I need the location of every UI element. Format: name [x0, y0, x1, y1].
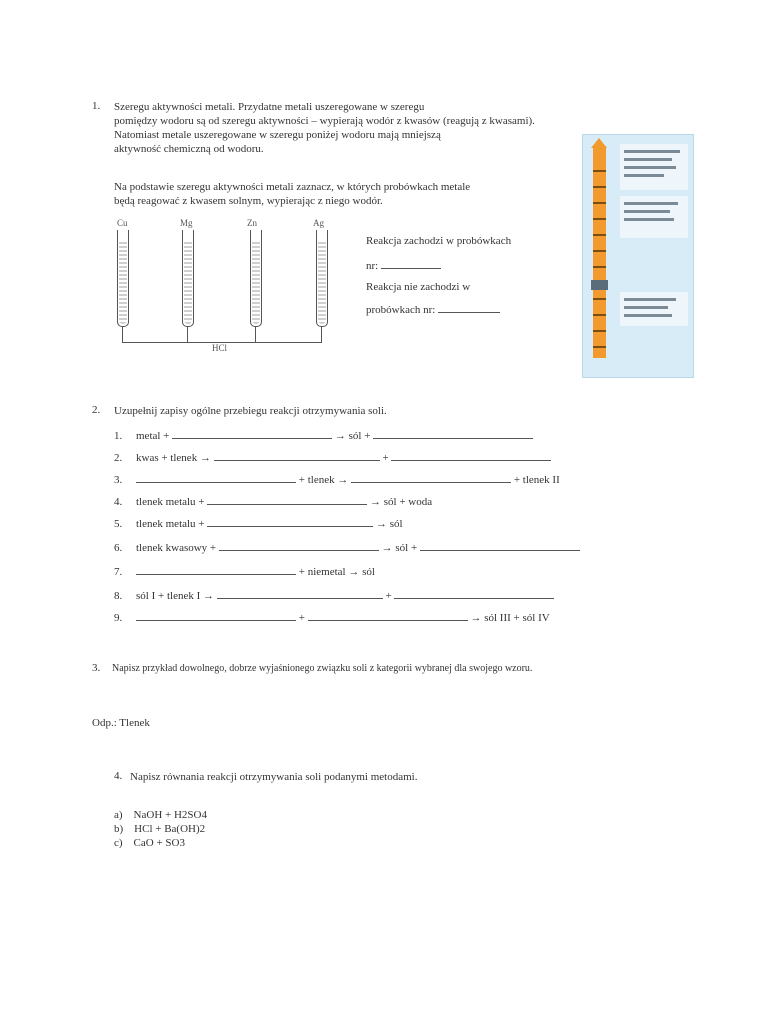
q1-answer-line-3: Reakcja nie zachodzi w: [366, 281, 471, 293]
q1-task-line-2: będą reagować z kwasem solnym, wypierając z niego wodór.: [114, 195, 383, 207]
q1-intro-line-1: Szeregu aktywności metali. Przydatne metali uszeregowane w szeregu: [114, 101, 425, 113]
q2-row-6: 6. tlenek kwasowy + → sól +: [114, 540, 580, 555]
acid-label: HCl: [212, 343, 228, 353]
q1-answer-line-2: nr:: [366, 260, 379, 272]
q2-row-4: 4. tlenek metalu + → sól + woda: [114, 496, 433, 508]
q4-number: 4.: [114, 770, 123, 782]
q1-answer-blank-1[interactable]: [381, 258, 441, 269]
q4-item-c: c) CaO + SO3: [114, 837, 185, 849]
q1-number: 1.: [92, 100, 101, 112]
q2-row-7: 7. + niemetal → sól: [114, 566, 375, 578]
q2-row-8: 8. sól I + tlenek I → +: [114, 588, 554, 603]
test-tube-3: [250, 230, 262, 327]
q1-task-line-1: Na podstawie szeregu aktywności metali zaznacz, w których probówkach metale: [114, 181, 471, 193]
tube-4-label: Ag: [313, 218, 324, 228]
q3-text: Napisz przykład dowolnego, dobrze wyjaśnionego związku soli z kategorii wybranej dla swojego wzoru.: [112, 663, 533, 674]
q1-answer-blank-2[interactable]: [438, 302, 500, 313]
test-tube-2: [182, 230, 194, 327]
q1-intro-line-3: Natomiast metale uszeregowane w szeregu poniżej wodoru mają mniejszą: [114, 129, 441, 141]
q1-answer-line-4: probówkach nr:: [366, 304, 436, 316]
activity-series-bar: [593, 146, 606, 358]
q2-row-1: 1. metal + → sól +: [114, 428, 533, 443]
test-tube-4: [316, 230, 328, 327]
q2-number: 2.: [92, 404, 101, 416]
q1-intro-line-4: aktywność chemiczną od wodoru.: [114, 143, 264, 155]
q2-title: Uzupełnij zapisy ogólne przebiegu reakcji otrzymywania soli.: [114, 405, 387, 417]
tube-1-label: Cu: [117, 218, 128, 228]
q2-row-5: 5. tlenek metalu + → sól: [114, 518, 403, 530]
q3-answer: Odp.: Tlenek: [92, 717, 150, 729]
q2-row-2: 2. kwas + tlenek → +: [114, 450, 551, 465]
tube-2-label: Mg: [180, 218, 193, 228]
q4-item-a: a) NaOH + H2SO4: [114, 809, 207, 821]
q2-row-3: 3. + tlenek → + tlenek II: [114, 474, 560, 486]
q4-item-b: b) HCl + Ba(OH)2: [114, 823, 206, 835]
q1-intro-line-2: pomiędzy wodoru są od szeregu aktywności – wypierają wodór z kwasów (reagują z kwasami).: [114, 115, 535, 127]
q4-title: Napisz równania reakcji otrzymywania soli podanymi metodami.: [130, 771, 418, 783]
q3-number: 3.: [92, 662, 101, 674]
q2-row-9: 9. + → sól III + sól IV: [114, 612, 550, 624]
test-tube-1: [117, 230, 129, 327]
q1-answer-line-1: Reakcja zachodzi w probówkach: [366, 235, 512, 247]
tube-3-label: Zn: [247, 218, 257, 228]
